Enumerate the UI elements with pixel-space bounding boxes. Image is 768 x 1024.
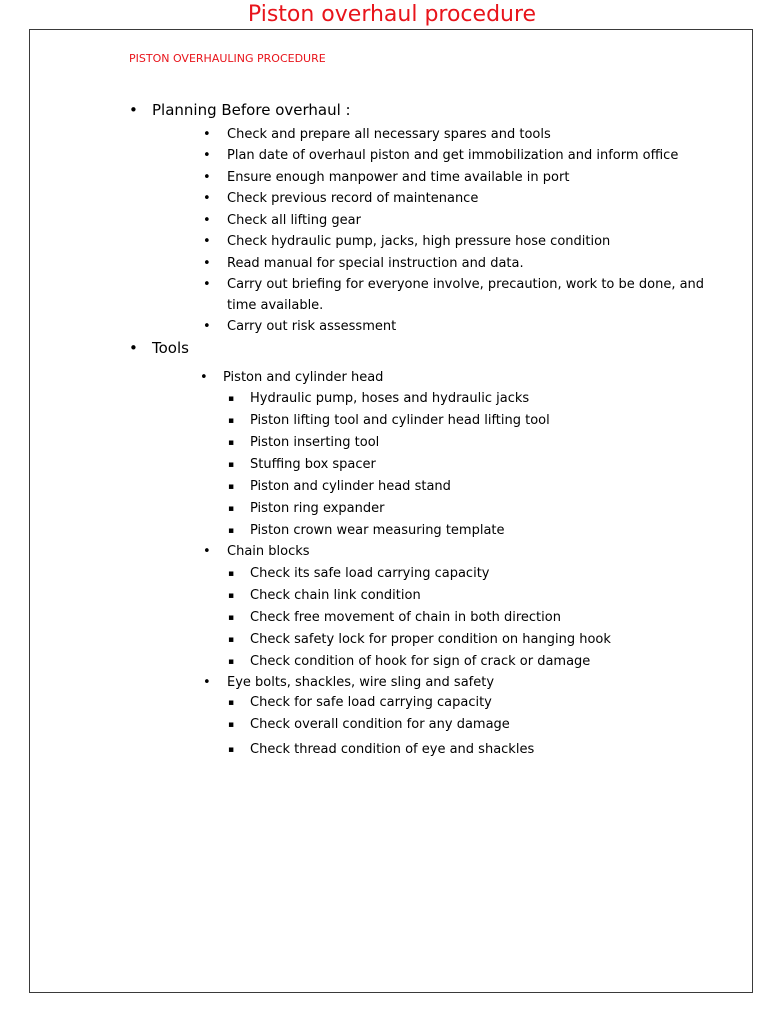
bullet-level2: • (203, 170, 211, 185)
bullet-level1: • (129, 101, 138, 119)
bullet-level2: • (203, 256, 211, 271)
bullet-level3: ▪ (228, 745, 235, 755)
list-item-text: Check chain link condition (250, 588, 421, 603)
bullet-level3: ▪ (228, 394, 235, 404)
bullet-level2: • (203, 191, 211, 206)
bullet-level3: ▪ (228, 482, 235, 492)
list-item-text: Check all lifting gear (227, 213, 361, 228)
list-item-text: Piston inserting tool (250, 435, 380, 450)
bullet-level2: • (203, 319, 211, 334)
list-item-text: Hydraulic pump, hoses and hydraulic jacks (250, 391, 530, 406)
bullet-level3: ▪ (228, 698, 235, 708)
list-item-text: Check condition of hook for sign of crack or damage (250, 654, 591, 669)
bullet-level3: ▪ (228, 613, 235, 623)
list-item-text: Check and prepare all necessary spares and tools (227, 127, 551, 142)
list-item-text: Piston and cylinder head stand (250, 479, 451, 494)
bullet-level2: • (203, 148, 211, 163)
list-item-text: Check previous record of maintenance (227, 191, 479, 206)
tool-group-label: Eye bolts, shackles, wire sling and safety (227, 675, 495, 690)
list-item-text: Check overall condition for any damage (250, 717, 510, 732)
list-item-text: Check for safe load carrying capacity (250, 695, 492, 710)
list-item-text: Plan date of overhaul piston and get immobilization and inform office (227, 148, 679, 163)
document-heading: PISTON OVERHAULING PROCEDURE (129, 52, 326, 65)
list-item-text: Piston crown wear measuring template (250, 523, 505, 538)
bullet-level2: • (203, 675, 211, 690)
list-item-text: Piston ring expander (250, 501, 385, 516)
bullet-level3: ▪ (228, 720, 235, 730)
bullet-level3: ▪ (228, 526, 235, 536)
page-title: Piston overhaul procedure (247, 2, 537, 27)
list-item-text: Read manual for special instruction and data. (227, 256, 524, 271)
list-item-text: Carry out briefing for everyone involve, precaution, work to be done, and (227, 277, 705, 292)
bullet-level1: • (129, 339, 138, 357)
bullet-level3: ▪ (228, 504, 235, 514)
list-item-text: Ensure enough manpower and time available in port (227, 170, 570, 185)
list-item-text: Check safety lock for proper condition on hanging hook (250, 632, 611, 647)
bullet-level2: • (200, 370, 208, 385)
bullet-level3: ▪ (228, 460, 235, 470)
list-item-text: Carry out risk assessment (227, 319, 397, 334)
bullet-level3: ▪ (228, 416, 235, 426)
list-item-text: Check its safe load carrying capacity (250, 566, 490, 581)
list-item-text: Stuffing box spacer (250, 457, 376, 472)
list-item-text: Check free movement of chain in both direction (250, 610, 561, 625)
bullet-level2: • (203, 277, 211, 292)
list-item-text: Piston lifting tool and cylinder head lifting tool (250, 413, 550, 428)
tool-group-label: Piston and cylinder head (223, 370, 384, 385)
bullet-level3: ▪ (228, 657, 235, 667)
bullet-level2: • (203, 213, 211, 228)
bullet-level3: ▪ (228, 591, 235, 601)
bullet-level2: • (203, 544, 211, 559)
section-title-planning: Planning Before overhaul : (152, 101, 351, 119)
tool-group-label: Chain blocks (227, 544, 310, 559)
list-item-text: Check thread condition of eye and shackles (250, 742, 535, 757)
list-item-text: Check hydraulic pump, jacks, high pressure hose condition (227, 234, 611, 249)
bullet-level3: ▪ (228, 635, 235, 645)
bullet-level2: • (203, 127, 211, 142)
list-item-text: time available. (227, 298, 324, 313)
bullet-level3: ▪ (228, 569, 235, 579)
bullet-level3: ▪ (228, 438, 235, 448)
bullet-level2: • (203, 234, 211, 249)
section-title-tools: Tools (152, 339, 189, 357)
